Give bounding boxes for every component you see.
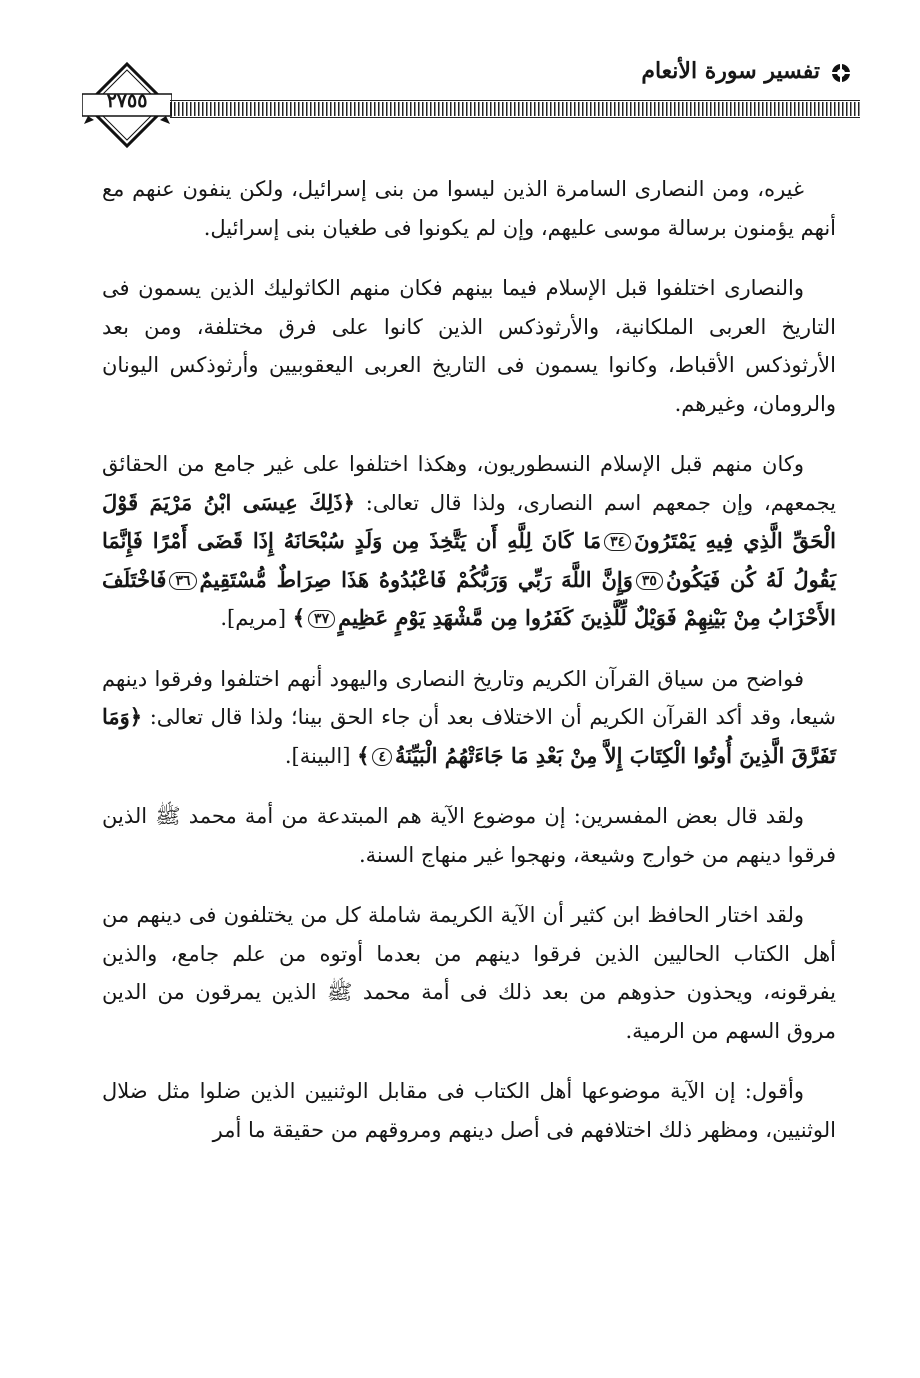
- paragraph-indent: [804, 804, 836, 828]
- quran-verse: ﴿ذَلِكَ عِيسَى ابْنُ مَرْيَمَ قَوْلَ الْحَقِّ الَّذِي فِيهِ يَمْتَرُونَ: [102, 489, 836, 553]
- body-paragraph: [102, 445, 836, 638]
- ornament-icon: [830, 62, 852, 84]
- body-paragraph: [102, 1072, 836, 1149]
- quran-verse: ﴾: [357, 742, 370, 768]
- surah-reference: [البينة].: [284, 743, 358, 768]
- body-paragraph: [102, 269, 836, 423]
- paragraph-indent: [804, 452, 836, 476]
- paragraph-text: غيره، ومن النصارى السامرة الذين ليسوا من بنى إسرائيل، ولكن ينفون عنهم مع أنهم يؤمنون برسالة موسى عليهم، وإن لم يكونوا فى طغيان بنى إسرائيل.: [102, 177, 836, 240]
- paragraph-text: وكان منهم قبل الإسلام النسطوريون، وهكذا اختلفوا على غير جامع من الحقائق يجمعهم، وإن جمعهم اسم النصارى، ولذا قال تعالى:: [102, 452, 836, 515]
- quran-verse: ﴿وَمَا تَفَرَّقَ الَّذِينَ أُوتُوا الْكِتَابَ إِلاَّ مِنْ بَعْدِ مَا جَاءَتْهُمُ الْبَيِّنَةُ: [102, 704, 836, 768]
- paragraph-text: ولقد اختار الحافظ ابن كثير أن الآية الكريمة شاملة كل من يختلفون فى دينهم من أهل الكتاب الحاليين الذين فرقوا دينهم من بعدما أوتوه من علم جامع، والذين يفرقونه، ويحذون حذوهم من بعد ذلك فى أمة محمد ﷺ الذين يمرقون من الدين مروق السهم من الرمية.: [102, 903, 836, 1043]
- verse-number: ٣٤: [604, 533, 631, 551]
- verse-number: ٤: [372, 748, 392, 766]
- quran-verse: فَاخْتَلَفَ الأَحْزَابُ مِنْ بَيْنِهِمْ فَوَيْلٌ لِّلَّذِينَ كَفَرُوا مِن مَّشْهَدِ يَوْمٍ عَظِيمٍ: [102, 566, 836, 630]
- paragraph-text: ولقد قال بعض المفسرين: إن موضوع الآية هم المبتدعة من أمة محمد ﷺ الذين فرقوا دينهم من خوارج وشيعة، ونهجوا غير منهاج السنة.: [102, 804, 836, 867]
- paragraph-text: وأقول: إن الآية موضوعها أهل الكتاب فى مقابل الوثنيين الذين ضلوا مثل ضلال الوثنيين، ومظهر ذلك اختلافهم فى أصل دينهم ومروقهم من حقيقة ما أمر: [102, 1079, 836, 1142]
- quran-verse: ﴾: [292, 605, 306, 630]
- paragraph-indent: [804, 276, 836, 300]
- verse-number: ٣٧: [308, 610, 335, 628]
- body-paragraph: [102, 170, 836, 247]
- body-paragraph: [102, 660, 836, 776]
- page-number: ٢٧٥٥: [106, 90, 148, 112]
- quran-verse: مَا كَانَ لِلَّهِ أَن يَتَّخِذَ مِن وَلَدٍ سُبْحَانَهُ إِذَا قَضَى أَمْرًا فَإِنَّمَا يَقُولُ لَهُ كُن فَيَكُونُ: [102, 528, 836, 592]
- verse-number: ٣٥: [636, 572, 663, 590]
- paragraph-indent: [804, 667, 836, 691]
- quran-verse: وَإِنَّ اللَّهَ رَبِّي وَرَبُّكُمْ فَاعْبُدُوهُ هَذَا صِرَاطٌ مُّسْتَقِيمٌ: [199, 566, 633, 592]
- paragraph-text: فواضح من سياق القرآن الكريم وتاريخ النصارى واليهود أنهم اختلفوا وفرقوا دينهم شيعا، وقد أكد القرآن الكريم أن الاختلاف بعد أن جاء الحق بينا؛ ولذا قال تعالى:: [102, 666, 836, 729]
- paragraph-indent: [804, 1079, 836, 1103]
- surah-reference: [مريم].: [220, 606, 293, 630]
- page-number-badge: [82, 60, 172, 150]
- running-title: تفسير سورة الأنعام: [641, 58, 820, 84]
- body-paragraph: [102, 797, 836, 874]
- paragraph-text: والنصارى اختلفوا قبل الإسلام فيما بينهم فكان منهم الكاثوليك الذين يسمون فى التاريخ العربى الملكانية، والأرثوذكس الذين كانوا على فرق مختلفة، ومن بعد الأرثوذكس الأقباط، وكانوا يسمون فى التاريخ العربى اليعقوبيين وأرثوذكس اليونان والرومان، وغيرهم.: [102, 276, 836, 416]
- verse-number: ٣٦: [169, 572, 196, 590]
- page-header: [70, 40, 860, 160]
- paragraph-indent: [804, 177, 836, 201]
- main-text: [102, 170, 836, 1171]
- paragraph-indent: [804, 903, 836, 927]
- header-rule: [170, 102, 860, 116]
- body-paragraph: [102, 896, 836, 1050]
